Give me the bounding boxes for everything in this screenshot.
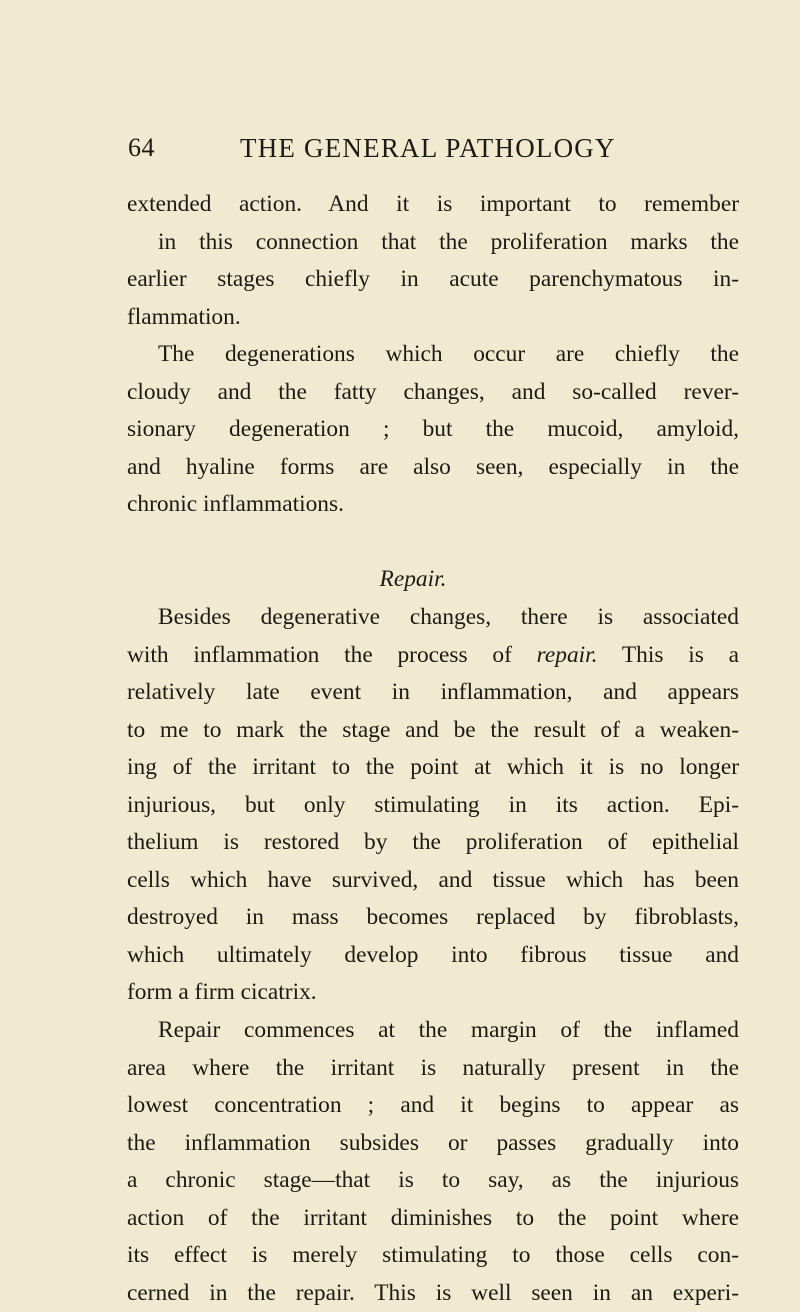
text-line: injurious, but only stimulating in its action. Epi- [127, 791, 739, 818]
text-line: cells which have survived, and tissue which has been [127, 866, 739, 893]
text-line: earlier stages chiefly in acute parenchymatous in- [127, 266, 739, 293]
paragraph-2 [127, 336, 739, 524]
section-heading: Repair. [379, 566, 447, 593]
text-line: ing of the irritant to the point at which it is no longer [127, 754, 739, 781]
text-line: form a firm cicatrix. [127, 979, 317, 1006]
text-line: relatively late event in inflammation, and appears [127, 679, 739, 706]
text-line: chronic inflammations. [127, 491, 344, 518]
text-segment: This is a [597, 641, 739, 668]
text-line: The degenerations which occur are chiefly the [158, 341, 739, 368]
text-segment: with inflammation the process of [127, 641, 537, 668]
text-line: Besides degenerative changes, there is associated [158, 604, 739, 631]
text-line: cloudy and the fatty changes, and so-called rever- [127, 378, 739, 405]
text-line: extended action. And it is important to remember [127, 191, 739, 217]
text-line: flammation. [127, 303, 241, 330]
text-line: which ultimately develop into fibrous tissue and [127, 941, 739, 968]
text-line: area where the irritant is naturally present in the [127, 1054, 739, 1081]
text-line: lowest concentration ; and it begins to appear as [127, 1092, 739, 1119]
text-line: its effect is merely stimulating to those cells con- [127, 1242, 739, 1269]
paragraph-4 [127, 1012, 739, 1312]
page-number: 64 [128, 133, 155, 162]
text-line: destroyed in mass becomes replaced by fibroblasts, [127, 904, 739, 931]
text-line: a chronic stage—that is to say, as the injurious [127, 1167, 739, 1194]
running-head: THE GENERAL PATHOLOGY [240, 133, 616, 163]
text-line: action of the irritant diminishes to the point where [127, 1204, 739, 1231]
body-text [127, 186, 739, 1312]
paragraph-1 [127, 186, 739, 336]
text-line: sionary degeneration ; but the mucoid, amyloid, [127, 416, 739, 443]
text-line [127, 637, 739, 675]
italic-term: repair. [536, 641, 598, 668]
text-line: cerned in the repair. This is well seen in an experi- [127, 1279, 739, 1306]
text-line: thelium is restored by the proliferation of epithelial [127, 829, 739, 856]
text-line: to me to mark the stage and be the result of a weaken- [127, 716, 739, 743]
text-line: in this connection that the proliferation marks the [158, 228, 739, 255]
page-header [0, 133, 800, 173]
text-line: Repair commences at the margin of the inflamed [158, 1017, 739, 1044]
text-line: and hyaline forms are also seen, especially in the [127, 453, 739, 480]
text-line: the inflammation subsides or passes gradually into [127, 1129, 739, 1156]
paragraph-3 [127, 599, 739, 1012]
